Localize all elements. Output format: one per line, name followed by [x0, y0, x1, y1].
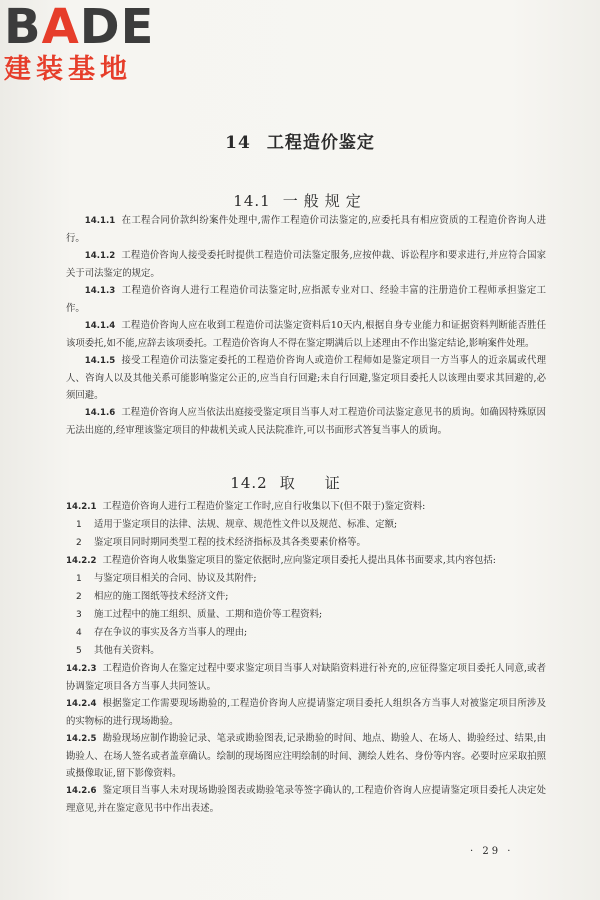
clause: 14.2.5 勘验现场应制作勘验记录、笔录或勘验图表,记录勘验的时间、地点、勘验人、在场人、勘验经过、结果,由勘验人、在场人签名或者盖章确认。绘制的现场图应注明绘制的时间、测绘人姓名、身份等内容。必要时应采取拍照或摄像取证,留下影像资料。: [66, 733, 546, 779]
list-item: 4 存在争议的事实及各方当事人的理由;: [76, 627, 248, 638]
chapter-title-text: 工程造价鉴定: [266, 133, 375, 153]
clause: 14.2.4 根据鉴定工作需要现场勘验的,工程造价咨询人应提请鉴定项目委托人组织各方当事人对被鉴定项目所涉及的实物标的进行现场勘验。: [66, 698, 546, 727]
section-title: [0, 472, 600, 493]
clause: 14.1.3 工程造价咨询人进行工程造价司法鉴定时,应指派专业对口、经验丰富的注册造价工程师承担鉴定工作。: [66, 285, 546, 314]
clause: 14.2.2 工程造价咨询人收集鉴定项目的鉴定依据时,应向鉴定项目委托人提出具体书面要求,其内容包括:: [66, 555, 496, 566]
section-number: 14.1: [233, 192, 271, 210]
section-clauses: [66, 212, 546, 439]
clause: 14.2.6 鉴定项目当事人未对现场勘验图表或勘验笔录等签字确认的,工程造价咨询人应提请鉴定项目委托人决定处理意见,并在鉴定意见书中作出表述。: [66, 785, 546, 814]
section-number: 14.2: [230, 474, 268, 492]
list-item: 2 鉴定项目同时期同类型工程的技术经济指标及其各类要素价格等。: [76, 537, 366, 548]
clause: 14.1.2 工程造价咨询人接受委托时提供工程造价司法鉴定服务,应按仲裁、诉讼程序和要求进行,并应符合国家关于司法鉴定的规定。: [66, 250, 546, 279]
clause: 14.2.1 工程造价咨询人进行工程造价鉴定工作时,应自行收集以下(但不限于)鉴定资料:: [66, 501, 426, 512]
page-number: · 29 ·: [470, 846, 514, 857]
list-item: 1 适用于鉴定项目的法律、法规、规章、规范性文件以及规范、标准、定额;: [76, 519, 398, 530]
section-title-text: 一般规定: [282, 192, 367, 210]
clause: 14.1.6 工程造价咨询人应当依法出庭接受鉴定项目当事人对工程造价司法鉴定意见书的质询。如确因特殊原因无法出庭的,经审理该鉴定项目的仲裁机关或人民法院准许,可以书面形式答复当事人的质询。: [66, 407, 546, 436]
chapter-number: 14: [225, 133, 251, 153]
section-clauses: [66, 498, 546, 817]
list-item: 1 与鉴定项目相关的合同、协议及其附件;: [76, 573, 257, 584]
logo-brand: BADE: [4, 0, 155, 55]
logo: [4, 2, 174, 86]
section-title-text: 取证: [279, 474, 370, 492]
clause: 14.2.3 工程造价咨询人在鉴定过程中要求鉴定项目当事人对缺陷资料进行补充的,应征得鉴定项目委托人同意,或者协调鉴定项目各方当事人共同签认。: [66, 663, 546, 692]
logo-subtitle: 建装基地: [4, 54, 132, 85]
clause: 14.1.5 接受工程造价司法鉴定委托的工程造价咨询人或造价工程师如是鉴定项目一方当事人的近亲属或代理人、咨询人以及其他关系可能影响鉴定公正的,应当自行回避;未自行回避,鉴定项目委托人以该理由要求其回避的,必须回避。: [66, 355, 546, 401]
list-item: 3 施工过程中的施工组织、质量、工期和造价等工程资料;: [76, 609, 323, 620]
section-title: [0, 190, 600, 211]
chapter-title: [0, 128, 600, 153]
list-item: 2 相应的施工图纸等技术经济文件;: [76, 591, 229, 602]
list-item: 5 其他有关资料。: [76, 645, 160, 656]
clause: 14.1.1 在工程合同价款纠纷案件处理中,需作工程造价司法鉴定的,应委托具有相应资质的工程造价咨询人进行。: [66, 215, 546, 244]
clause: 14.1.4 工程造价咨询人应在收到工程造价司法鉴定资料后10天内,根据自身专业能力和证据资料判断能否胜任该项委托,如不能,应辞去该项委托。工程造价咨询人不得在鉴定期满后以上述理由不作出鉴定结论,影响案件处理。: [66, 320, 546, 349]
